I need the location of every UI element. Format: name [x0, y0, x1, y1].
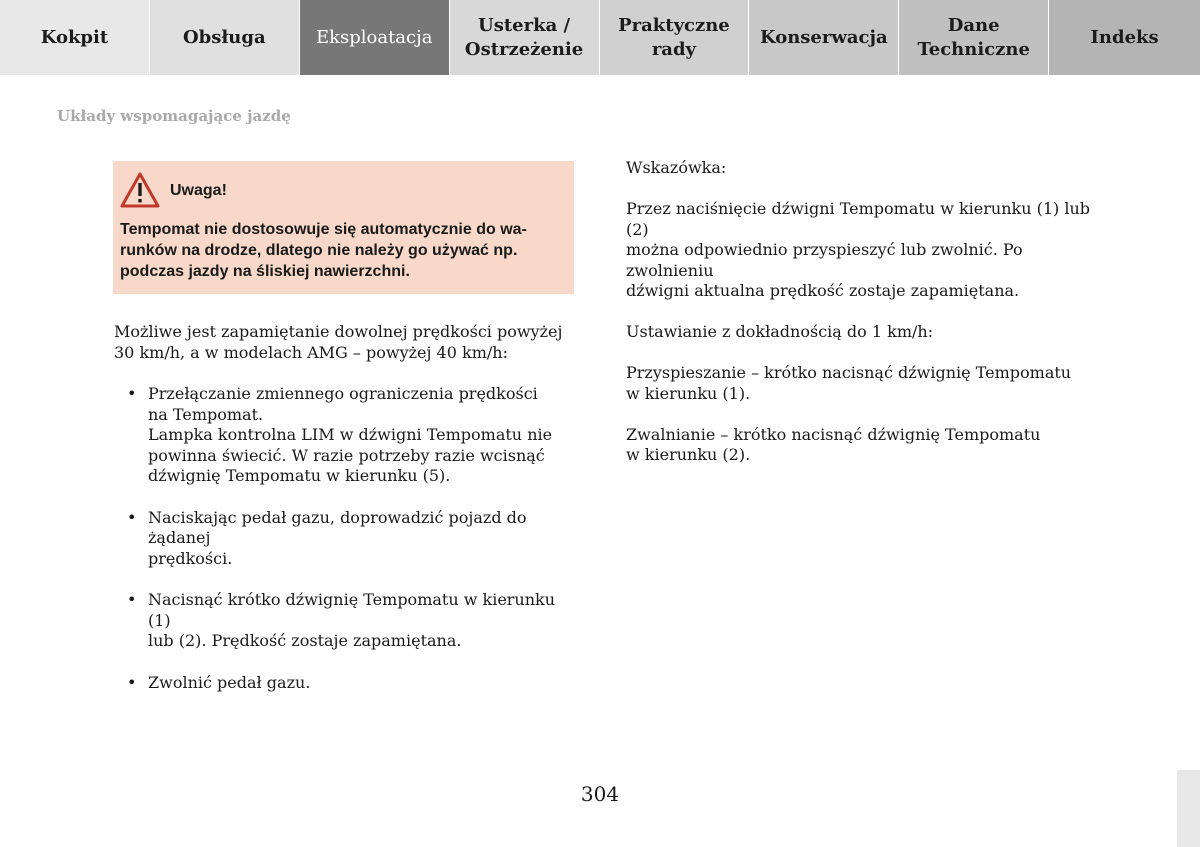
- tab-label: Obsługa: [182, 26, 266, 48]
- list-item: [114, 590, 574, 652]
- note-paragraph: Zwalnianie – krótko nacisnąć dźwignię Tempomatu w kierunku (2).: [626, 424, 1041, 464]
- list-item: [114, 508, 574, 570]
- tab-label: Dane Techniczne: [917, 14, 1030, 60]
- tab-dane-techniczne[interactable]: [899, 0, 1048, 75]
- tab-label: Eksploatacja: [315, 26, 433, 48]
- right-column: [626, 158, 1106, 486]
- note-paragraph: Przez naciśnięcie dźwigni Tempomatu w kierunku (1) lub (2) można odpowiednio przyspieszyć lub zwolnić. Po zwolnieniu dźwigni aktualna prędkość zostaje zapamiętana.: [626, 199, 1091, 300]
- bullet: •: [127, 384, 137, 403]
- tab-label: Praktyczne rady: [618, 14, 730, 60]
- warning-box: [113, 161, 574, 294]
- warning-text: Tempomat nie dostosowuje się automatycznie do wa- runków na drodze, dlatego nie należy go używać np. podczas jazdy na śliskiej nawierzchni.: [120, 221, 527, 280]
- left-column: [114, 322, 574, 693]
- tab-konserwacja[interactable]: [749, 0, 898, 75]
- tab-praktyczne-rady[interactable]: [600, 0, 749, 75]
- list-item: [114, 673, 574, 694]
- list-item-text: Przełączanie zmiennego ograniczenia prędkości na Tempomat. Lampka kontrolna LIM w dźwigni Tempomatu nie powinna świecić. W razie potrzeby razie wcisnąć dźwignię Tempomatu w kierunku (5).: [148, 384, 553, 485]
- tab-kokpit[interactable]: [0, 0, 149, 75]
- tab-obsluga[interactable]: [150, 0, 299, 75]
- page-number: 304: [580, 782, 620, 806]
- bullet: •: [127, 672, 137, 692]
- list-item-text: Nacisnąć krótko dźwignię Tempomatu w kierunku (1) lub (2). Prędkość zostaje zapamiętana.: [148, 590, 556, 650]
- tab-eksploatacja[interactable]: [300, 0, 449, 75]
- warning-triangle-icon: [120, 172, 160, 208]
- bullet: •: [127, 590, 137, 609]
- note-paragraph: Ustawianie z dokładnością do 1 km/h:: [626, 322, 934, 341]
- chapter-nav: [0, 0, 1200, 75]
- tab-label: Indeks: [1090, 26, 1159, 48]
- intro-paragraph: Możliwe jest zapamiętanie dowolnej prędkości powyżej 30 km/h, a w modelach AMG – powyżej 40 km/h:: [114, 322, 563, 362]
- tab-label: Konserwacja: [759, 26, 888, 48]
- bullet: •: [127, 507, 137, 527]
- tab-label: Usterka / Ostrzeżenie: [464, 14, 584, 60]
- tab-usterka-ostrzezenie[interactable]: [450, 0, 599, 75]
- warning-heading: Uwaga!: [170, 182, 227, 199]
- note-paragraph: Przyspieszanie – krótko nacisnąć dźwignię Tempomatu w kierunku (1).: [626, 363, 1072, 403]
- list-item-text: Naciskając pedał gazu, doprowadzić pojazd do żądanej prędkości.: [148, 507, 527, 568]
- section-title: Układy wspomagające jazdę: [57, 107, 291, 125]
- tab-indeks[interactable]: [1049, 0, 1200, 75]
- tab-label: Kokpit: [40, 26, 109, 48]
- side-tab-marker: [1177, 770, 1200, 847]
- list-item: [114, 384, 574, 487]
- note-heading: Wskazówka:: [626, 158, 727, 177]
- list-item-text: Zwolnić pedał gazu.: [148, 672, 311, 692]
